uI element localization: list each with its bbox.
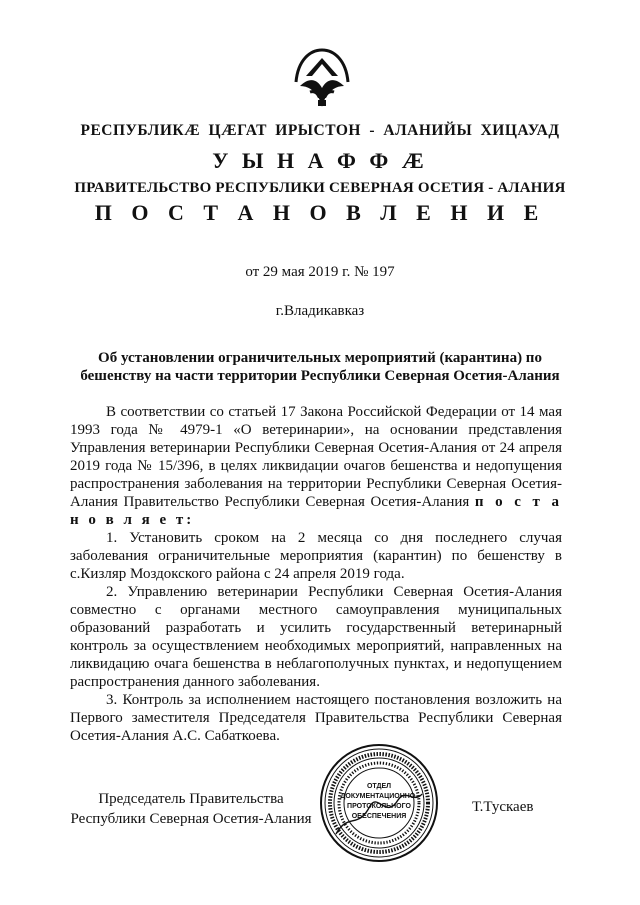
stamp-text-line: ДОКУМЕНТАЦИОННО- — [340, 793, 418, 800]
signatory-position-line: Республики Северная Осетия-Алания — [70, 811, 312, 827]
ossetian-government-header: РЕСПУБЛИКӔ ЦӔГАТ ИРЫСТОН - АЛАНИЙЫ ХИЦАУАД — [80, 122, 560, 139]
document-date-number: от 29 мая 2019 г. № 197 — [245, 264, 395, 280]
document-type-title: П О С Т А Н О В Л Е Н И Е — [94, 200, 546, 225]
stamp-text-line: ОТДЕЛ — [366, 783, 392, 790]
stamp-text-line: ОБЕСПЕЧЕНИЯ — [351, 813, 407, 820]
list-item: 3. Контроль за исполнением настоящего постановления возложить на Первого заместителя Председателя Правительства Республики Северная Осетия-Алания А.С. Сабаткоева. — [70, 692, 562, 744]
document-title: Об установлении ограничительных мероприятий (карантина) по бешенству на части территории Республики Северная Осетия-Алания — [80, 350, 560, 384]
ossetian-document-type: У Ы Н А Ф Ф Ӕ — [212, 148, 428, 173]
signatory-position — [66, 789, 316, 829]
signatory-name: Т.Тускаев — [472, 799, 534, 815]
official-stamp — [318, 742, 440, 864]
coat-of-arms-emblem — [290, 46, 354, 110]
list-item: 1. Установить сроком на 2 месяца со дня последнего случая заболевания ограничительные мероприятия (карантин) по бешенству в с.Кизляр Моздокского района с 24 апреля 2019 года. — [70, 530, 562, 582]
list-item: 2. Управлению ветеринарии Республики Северная Осетия-Алания совместно с органами местного самоуправления муниципальных образований разработать и усилить государственный ветеринарный контроль за осуществлением необходимых мероприятий, направленных на ликвидацию очага бешенства в неблагополучных пунктах, и недопущением распространения данного заболевания. — [70, 584, 562, 690]
signatory-position-line: Председатель Правительства — [98, 791, 284, 807]
document-body — [70, 403, 562, 745]
preamble-text: В соответствии со статьей 17 Закона Российской Федерации от 14 мая 1993 года № 4979-1 «О ветеринарии», на основании представления Управления ветеринарии Республики Северная Осетия-Алания от 24 апреля 2019 года № 15/396, в целях ликвидации очагов бешенства и недопущения распространения заболевания на территории Республики Северная Осетия-Алания Правительство Республики Северная Осетия-Алания — [70, 404, 562, 510]
russian-government-header: ПРАВИТЕЛЬСТВО РЕСПУБЛИКИ СЕВЕРНАЯ ОСЕТИЯ - АЛАНИЯ — [74, 180, 566, 196]
preamble-paragraph — [70, 403, 562, 529]
stamp-text-line: ПРОТОКОЛЬНОГО — [347, 803, 411, 810]
decree-word: п о с т а н о в л я е т: — [70, 494, 562, 528]
document-city: г.Владикавказ — [275, 303, 365, 319]
